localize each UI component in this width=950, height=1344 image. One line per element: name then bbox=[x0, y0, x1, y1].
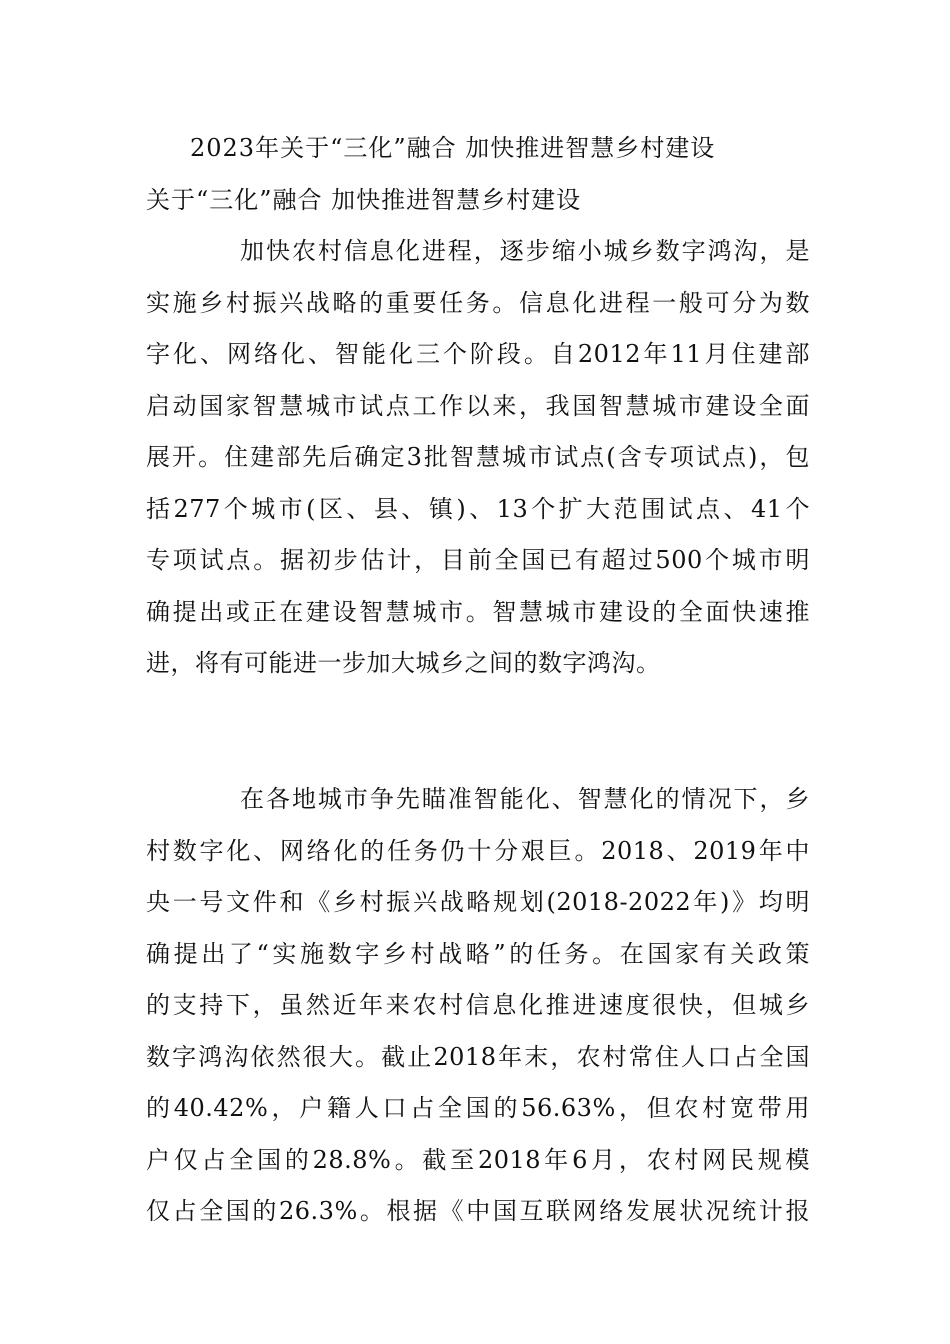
paragraph-line: 央一号文件和《乡村振兴战略规划(2018-2022年)》均明 bbox=[146, 888, 810, 916]
paragraph-line: 加快农村信息化进程，逐步缩小城乡数字鸿沟，是 bbox=[240, 237, 810, 265]
document-subtitle: 关于“三化”融合 加快推进智慧乡村建设 bbox=[146, 186, 582, 214]
paragraph-line: 仅占全国的26.3%。根据《中国互联网络发展状况统计报 bbox=[146, 1197, 810, 1225]
paragraph-line: 实施乡村振兴战略的重要任务。信息化进程一般可分为数 bbox=[146, 288, 810, 317]
paragraph-line: 户仅占全国的28.8%。截至2018年6月，农村网民规模 bbox=[146, 1145, 810, 1174]
paragraph-2 bbox=[146, 774, 810, 1238]
paragraph-line: 的40.42%，户籍人口占全国的56.63%，但农村宽带用 bbox=[146, 1094, 810, 1122]
paragraph-line: 专项试点。据初步估计，目前全国已有超过500个城市明 bbox=[146, 546, 810, 574]
paragraph-line: 的支持下，虽然近年来农村信息化推进速度很快，但城乡 bbox=[146, 991, 810, 1019]
paragraph-line: 确提出了“实施数字乡村战略”的任务。在国家有关政策 bbox=[146, 939, 810, 968]
paragraph-1 bbox=[146, 226, 810, 690]
paragraph-line: 启动国家智慧城市试点工作以来，我国智慧城市建设全面 bbox=[146, 391, 810, 420]
paragraph-line: 字化、网络化、智能化三个阶段。自2012年11月住建部 bbox=[146, 340, 810, 368]
document-title: 2023年关于“三化”融合 加快推进智慧乡村建设 bbox=[190, 134, 716, 162]
paragraph-line: 在各地城市争先瞄准智能化、智慧化的情况下，乡 bbox=[240, 785, 810, 813]
paragraph-line: 进，将有可能进一步加大城乡之间的数字鸿沟。 bbox=[146, 649, 661, 677]
paragraph-line: 村数字化、网络化的任务仍十分艰巨。2018、2019年中 bbox=[146, 836, 810, 865]
paragraph-line: 括277个城市(区、县、镇)、13个扩大范围试点、41个 bbox=[146, 494, 810, 523]
paragraph-line: 确提出或正在建设智慧城市。智慧城市建设的全面快速推 bbox=[146, 597, 810, 626]
paragraph-line: 数字鸿沟依然很大。截止2018年末，农村常住人口占全国 bbox=[146, 1042, 810, 1071]
paragraph-line: 展开。住建部先后确定3批智慧城市试点(含专项试点)，包 bbox=[146, 443, 810, 471]
